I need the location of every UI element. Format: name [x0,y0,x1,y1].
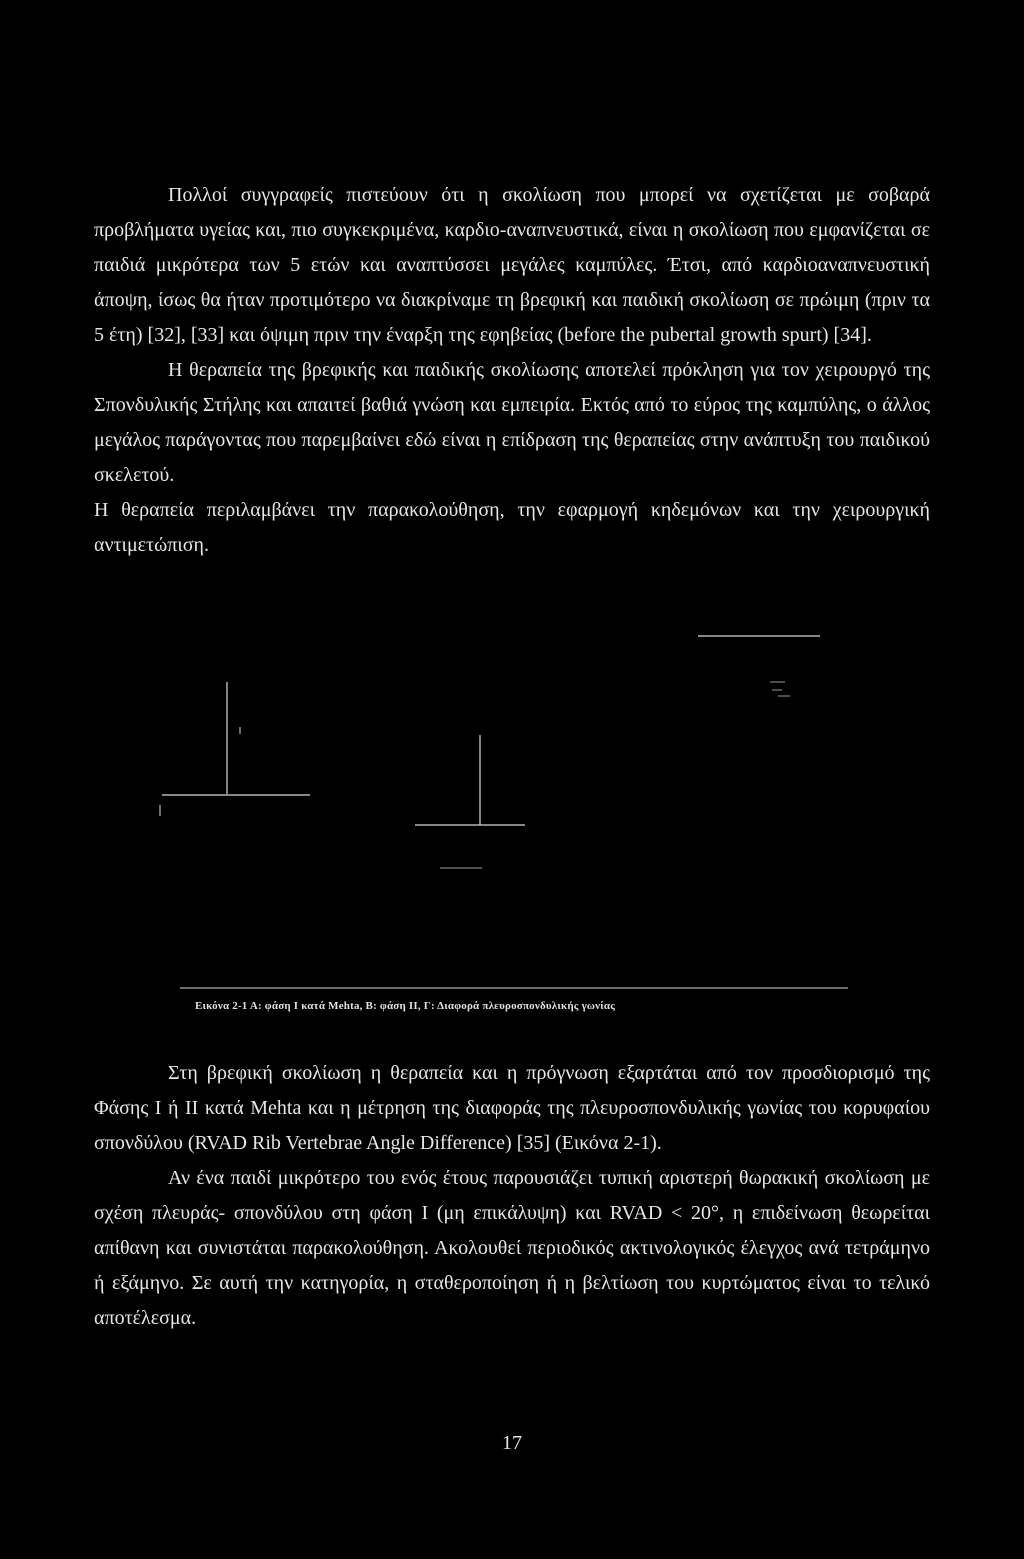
paragraph: Η θεραπεία περιλαμβάνει την παρακολούθηση, την εφαρμογή κηδεμόνων και την χειρουργική αντιμετώπιση. [94,499,930,556]
figure-line-drawing [0,630,1024,1030]
figure-2-1 [0,630,1024,1030]
figure-caption: Εικόνα 2-1 Α: φάση I κατά Mehta, Β: φάση II, Γ: Διαφορά πλευροσπονδυλικής γωνίας [195,1000,616,1012]
page-number: 17 [502,1432,522,1454]
paragraph: Η θεραπεία της βρεφικής και παιδικής σκολίωσης αποτελεί πρόκληση για τον χειρουργό της Σπονδυλικής Στήλης και απαιτεί βαθιά γνώση και εμπειρία. Εκτός από το εύρος της καμπύλης, ο άλλος μεγάλος παράγοντας που παρεμβαίνει εδώ είναι η επίδραση της θεραπείας στην ανάπτυξη του παιδικού σκελετού. [94,359,930,486]
body-text-top [94,178,930,563]
paragraph: Αν ένα παιδί μικρότερο του ενός έτους παρουσιάζει τυπική αριστερή θωρακική σκολίωση με σχέση πλευράς- σπονδύλου στη φάση I (μη επικάλυψη) και RVAD < 20°, η επιδείνωση θεωρείται απίθανη και συνιστάται παρακολούθηση. Ακολουθεί περιοδικός ακτινολογικός έλεγχος ανά τετράμηνο ή εξάμηνο. Σε αυτή την κατηγορία, η σταθεροποίηση ή η βελτίωση του κυρτώματος είναι το τελικό αποτέλεσμα. [94,1167,930,1329]
paragraph: Πολλοί συγγραφείς πιστεύουν ότι η σκολίωση που μπορεί να σχετίζεται με σοβαρά προβλήματα υγείας και, πιο συγκεκριμένα, καρδιο-αναπνευστικά, είναι η σκολίωση που εμφανίζεται σε παιδιά μικρότερα των 5 ετών και αναπτύσσει μεγάλες καμπύλες. Έτσι, από καρδιοαναπνευστική άποψη, ίσως θα ήταν προτιμότερο να διακρίναμε τη βρεφική και παιδική σκολίωση σε πρώιμη (πριν τα 5 έτη) [32], [33] και όψιμη πριν την έναρξη της εφηβείας (before the pubertal growth spurt) [34]. [94,184,930,346]
body-text-bottom [94,1056,930,1336]
paragraph: Στη βρεφική σκολίωση η θεραπεία και η πρόγνωση εξαρτάται από τον προσδιορισμό της Φάσης I ή II κατά Mehta και η μέτρηση της διαφοράς της πλευροσπονδυλικής γωνίας του κορυφαίου σπονδύλου (RVAD Rib Vertebrae Angle Difference) [35] (Εικόνα 2-1). [94,1062,930,1154]
